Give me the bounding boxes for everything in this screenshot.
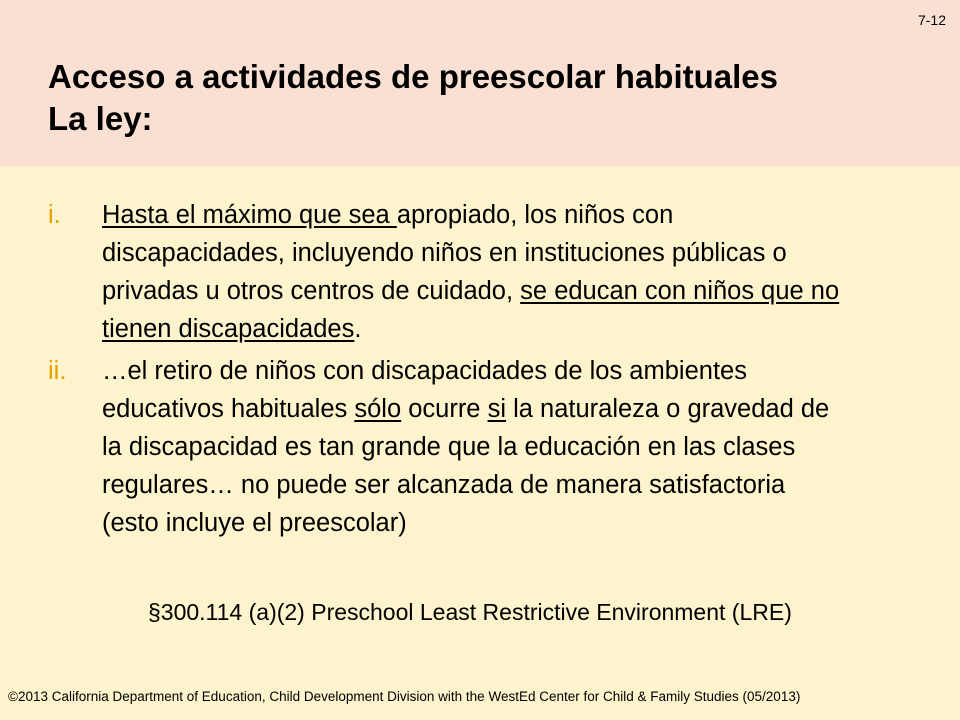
body-text: …el retiro de niños con discapacidades de los ambientes educativos habituales [102, 357, 747, 423]
legal-citation: §300.114 (a)(2) Preschool Least Restrictive Environment (LRE) [148, 599, 792, 625]
title-line-2: La ley: [48, 100, 153, 137]
underlined-text: sólo [354, 395, 402, 423]
body-text: ocurre [401, 395, 488, 423]
list-item-2 [48, 352, 848, 542]
slide-number: 7-12 [917, 12, 946, 28]
bullet-marker-2: ii. [48, 357, 67, 385]
title-line-1: Acceso a actividades de preescolar habituales [48, 58, 779, 95]
slide-title [48, 56, 778, 140]
underlined-text: si [487, 395, 506, 423]
underlined-text: se educan con niños que no tienen discapacidades [102, 277, 840, 343]
body-text: apropiado, los niños con discapacidades, incluyendo niños en instituciones públicas o privadas u otros centros de cuidado, [102, 201, 787, 305]
list-item-1 [48, 196, 848, 348]
bullet-marker-1: i. [48, 201, 61, 229]
body-text: . [354, 315, 362, 343]
body-text: la naturaleza o gravedad de la discapacidad es tan grande que la educación en las clases regulares… no puede ser alcanzada de manera satisfactoria (esto incluye el preescolar) [102, 395, 830, 537]
copyright-footer: ©2013 California Department of Education, Child Development Division with the WestEd Center for Child & Family Studies (05/2013) [8, 689, 801, 704]
underlined-text: Hasta el máximo que sea [102, 201, 397, 229]
body-list [48, 196, 848, 546]
